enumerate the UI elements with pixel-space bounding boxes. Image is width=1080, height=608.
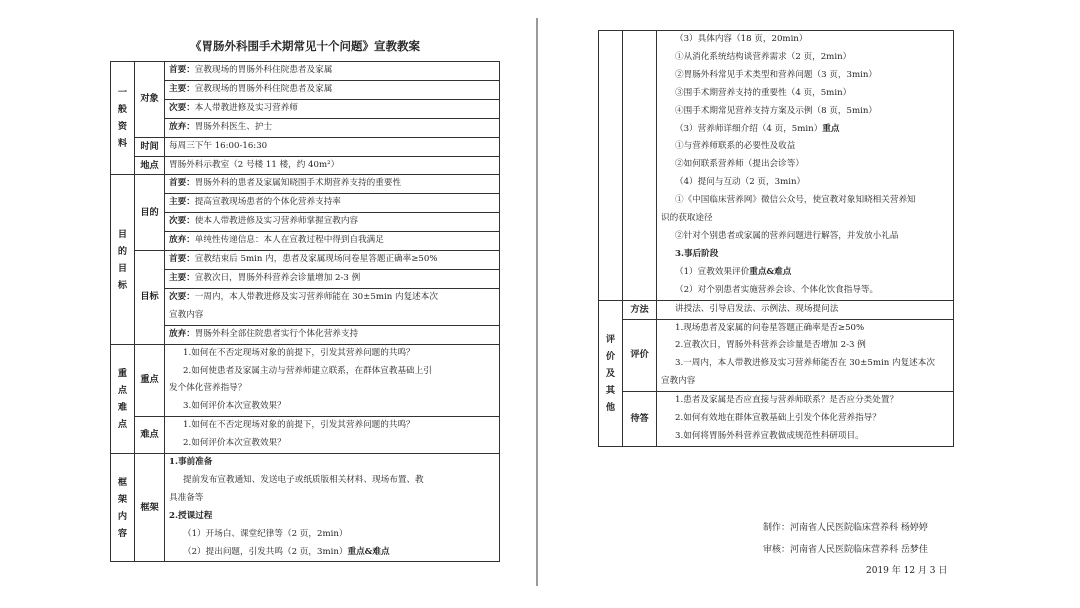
purpose-row: 放弃：单纯性传递信息：本人在宣教过程中得到自我满足	[165, 232, 500, 251]
section-general-label: 一 般 资 料	[111, 62, 135, 175]
right-page	[598, 30, 954, 447]
time-label: 时间	[135, 137, 165, 156]
object-label: 对象	[135, 62, 165, 138]
section-eval-label: 评 价 及 其 他	[599, 300, 623, 446]
purpose-label: 目的	[135, 175, 165, 251]
pending-label: 待答	[623, 392, 657, 447]
purpose-row: 主要：提高宣教现场患者的个体化营养支持率	[165, 194, 500, 213]
frame-content-continued: （3）具体内容（18 页，20min） ①从消化系统结构谈营养需求（2 页，2min） ②胃肠外科常见手术类型和营养问题（3 页，3min） ③围手术期营养支持的重要性（4 页，5min） ④围手术期常见营养支持方案及示例（8 页，5min） （3）营养师详细介绍（4 页，5min）重点 ①与营养师联系的必要性及收益 ②如何联系营养师（提出会诊等） （4）提问与互动（2 页，3min） ①《中国临床营养网》微信公众号，使宣教对象知晓相关营养知 识的获取途径 ②针对个别患者或家属的营养问题进行解答，并发放小礼品 3.事后阶段 （1）宣教效果评价重点&难点 （2）对个别患者实施营养会诊、个体化饮食指导等。	[657, 31, 954, 301]
section-key-label: 重 点 难 点	[111, 344, 135, 453]
object-row: 首要：宣教现场的胃肠外科住院患者及家属	[165, 62, 500, 81]
target-row: 次要：一周内，本人带教进修及实习营养师能在 30±5min 内复述本次	[165, 288, 500, 306]
evaluation-content: 1.现场患者及家属的问卷星答题正确率是否≥50% 2.宣教次日，胃肠外科营养会诊量是否增加 2-3 例 3.一周内，本人带教进修及实习营养师能否在 30±5min 内复述本次 宣教内容	[657, 319, 954, 392]
method-value: 讲授法、引导启发法、示例法、现场提问法	[657, 300, 954, 319]
time-value: 每周三下午 16:00-16:30	[165, 137, 500, 156]
plan-table-left	[110, 61, 500, 562]
object-row: 次要：本人带教进修及实习营养师	[165, 99, 500, 118]
target-row: 宣教内容	[165, 307, 500, 325]
target-row: 放弃：胃肠外科全部住院患者实行个体化营养支持	[165, 325, 500, 344]
document-title: 《胃肠外科围手术期常见十个问题》宣教教案	[190, 39, 420, 53]
section-goals-label: 目 的 目 标	[111, 175, 135, 344]
evaluation-label: 评价	[623, 319, 657, 392]
purpose-row: 首要：胃肠外科的患者及家属知晓围手术期营养支持的重要性	[165, 175, 500, 194]
section-frame-label: 框 架 内 容	[111, 454, 135, 562]
method-label: 方法	[623, 300, 657, 319]
key-point-label: 重点	[135, 344, 165, 417]
frame-content: 1.事前准备 提前发布宣教通知、发送电子或纸质版相关材料、现场布置、教 具准备等 2.授课过程 （1）开场白、课堂纪律等（2 页，2min） （2）提出问题，引发共鸣（2 页，3min）重点&难点	[165, 454, 500, 562]
place-value: 胃肠外科示教室（2 号楼 11 楼，约 40m²）	[165, 156, 500, 175]
target-row: 首要：宣教结束后 5min 内，患者及家属现场问卷星答题正确率≥50%	[165, 251, 500, 270]
signature-reviewer: 审核：河南省人民医院临床营养科 岳梦佳	[763, 545, 928, 555]
place-label: 地点	[135, 156, 165, 175]
pending-content: 1.患者及家属是否应直接与营养师联系？是否应分类处置？ 2.如何有效地在群体宣教基础上引发个体化营养指导？ 3.如何将胃肠外科营养宣教做成规范性科研项目。	[657, 392, 954, 447]
left-page	[110, 30, 500, 562]
page-divider	[536, 18, 538, 586]
difficulty-content: 1.如何在不否定现场对象的前提下，引发其营养问题的共鸣？ 2.如何评价本次宣教效果？	[165, 417, 500, 454]
object-row: 放弃：胃肠外科医生、护士	[165, 118, 500, 137]
object-row: 主要：宣教现场的胃肠外科住院患者及家属	[165, 80, 500, 99]
target-label: 目标	[135, 251, 165, 345]
key-point-content: 1.如何在不否定现场对象的前提下，引发其营养问题的共鸣？ 2.如何使患者及家属主动与营养师建立联系，在群体宣教基础上引 发个体化营养指导？ 3.如何评价本次宣教效果？	[165, 344, 500, 417]
purpose-row: 次要：使本人带教进修及实习营养师掌握宣教内容	[165, 213, 500, 232]
frame-label: 框架	[135, 454, 165, 562]
target-row: 主要：宣教次日，胃肠外科营养会诊量增加 2-3 例	[165, 269, 500, 288]
difficulty-label: 难点	[135, 417, 165, 454]
plan-table-right	[598, 30, 954, 447]
signature-date: 2019 年 12 月 3 日	[866, 566, 948, 576]
signature-maker: 制作：河南省人民医院临床营养科 杨婷婷	[763, 523, 928, 533]
